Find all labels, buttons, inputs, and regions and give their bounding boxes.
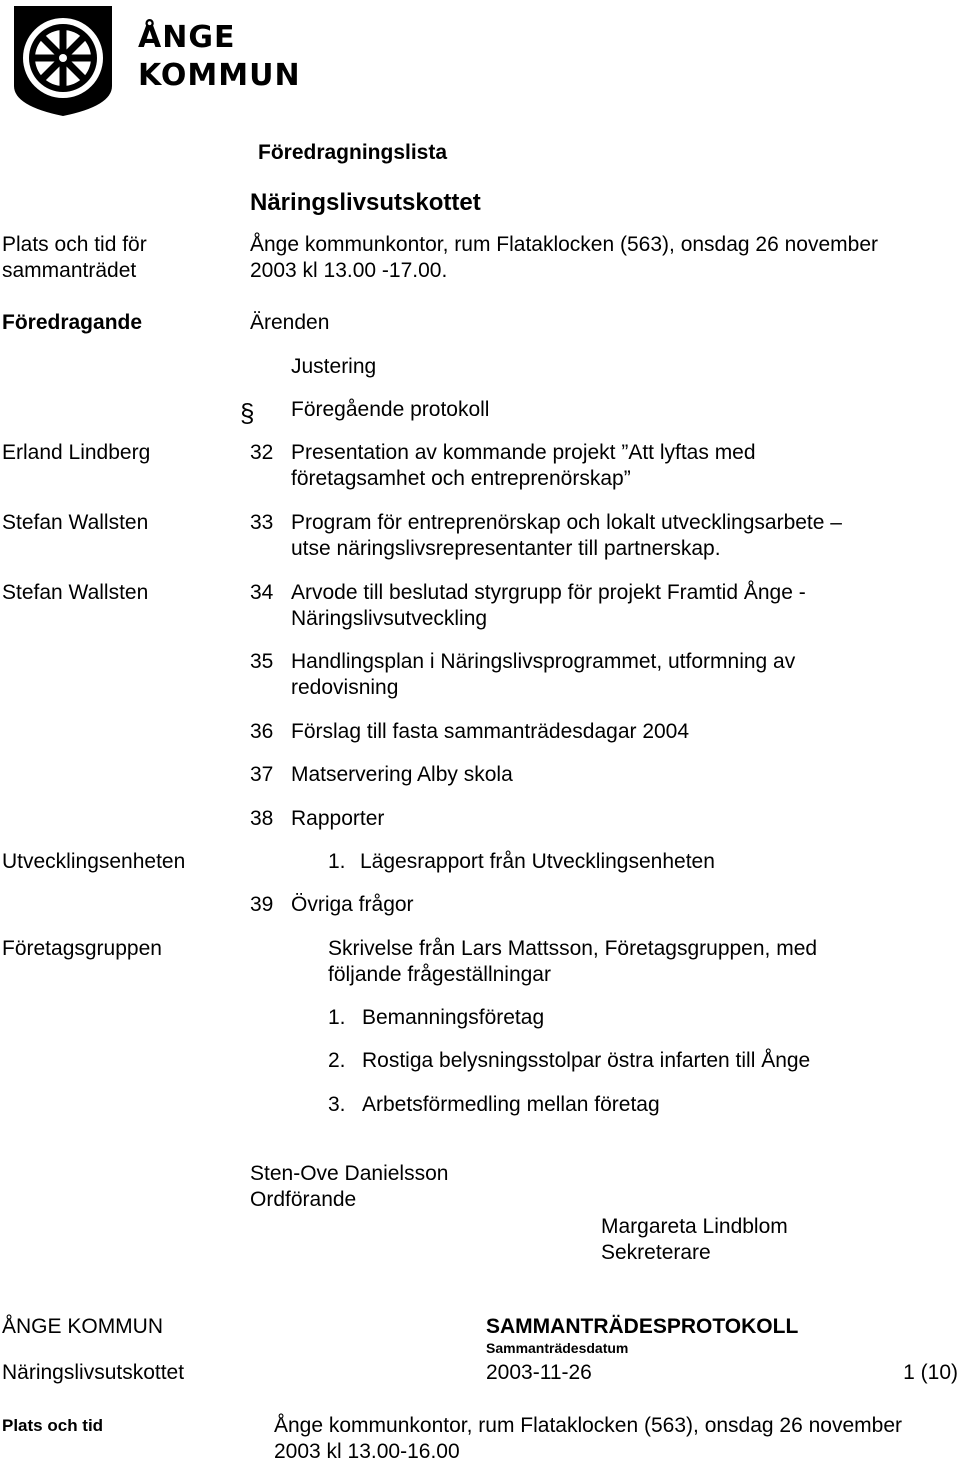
- item-number-34: 34: [250, 581, 274, 604]
- item-35-line2: redovisning: [291, 676, 399, 699]
- chair-name: Sten-Ove Danielsson: [250, 1162, 449, 1185]
- item-number-37: 37: [250, 763, 274, 786]
- logo-line-1: ÅNGE: [138, 20, 236, 55]
- report-number: 1.: [328, 850, 346, 873]
- section-sign-icon: [236, 398, 260, 428]
- item-number-33: 33: [250, 511, 274, 534]
- item-35-line1: Handlingsplan i Näringslivsprogrammet, utformning av: [291, 650, 796, 673]
- matters-column-header: Ärenden: [250, 311, 330, 334]
- logo-line-2: KOMMUN: [138, 58, 301, 93]
- footer-place-label: Plats och tid: [2, 1416, 104, 1435]
- question-number-3: 3.: [328, 1093, 346, 1116]
- presenter-other: Företagsgruppen: [2, 937, 162, 960]
- secretary-role: Sekreterare: [601, 1241, 711, 1264]
- item-number-36: 36: [250, 720, 274, 743]
- item-previous-minutes: Föregående protokoll: [291, 398, 490, 421]
- presenter-item-33: Stefan Wallsten: [2, 511, 149, 534]
- item-33-line1: Program för entreprenörskap och lokalt utvecklingsarbete –: [291, 511, 842, 534]
- footer-committee: Näringslivsutskottet: [2, 1361, 185, 1384]
- presenter-item-34: Stefan Wallsten: [2, 581, 149, 604]
- footer-org: ÅNGE KOMMUN: [2, 1315, 164, 1338]
- footer-place-line2: 2003 kl 13.00-16.00: [274, 1440, 460, 1463]
- wheel-emblem-icon: [8, 2, 118, 118]
- footer-page-number: 1 (10): [903, 1361, 958, 1384]
- item-number-32: 32: [250, 441, 274, 464]
- meeting-label-line1: Plats och tid för: [2, 233, 147, 256]
- item-37-text: Matservering Alby skola: [291, 763, 513, 786]
- item-36-text: Förslag till fasta sammanträdesdagar 2004: [291, 720, 690, 743]
- item-justering: Justering: [291, 355, 377, 378]
- document-title: Föredragningslista: [258, 141, 448, 164]
- item-33-line2: utse näringslivsrepresentanter till partnerskap.: [291, 537, 721, 560]
- other-intro-line2: följande frågeställningar: [328, 963, 551, 986]
- item-34-line2: Näringslivsutveckling: [291, 607, 488, 630]
- item-39-title: Övriga frågor: [291, 893, 414, 916]
- report-text: Lägesrapport från Utvecklingsenheten: [360, 850, 715, 873]
- footer-protocol-title: SAMMANTRÄDESPROTOKOLL: [486, 1315, 799, 1338]
- meeting-value-line1: Ånge kommunkontor, rum Flataklocken (563), onsdag 26 november: [250, 233, 879, 256]
- footer-place-line1: Ånge kommunkontor, rum Flataklocken (563), onsdag 26 november: [274, 1414, 903, 1437]
- item-number-38: 38: [250, 807, 274, 830]
- item-number-39: 39: [250, 893, 274, 916]
- question-text-3: Arbetsförmedling mellan företag: [362, 1093, 660, 1116]
- footer-date: 2003-11-26: [486, 1361, 592, 1384]
- committee-title: Näringslivsutskottet: [250, 189, 481, 216]
- presenter-report: Utvecklingsenheten: [2, 850, 186, 873]
- question-text-1: Bemanningsföretag: [362, 1006, 545, 1029]
- meeting-value-line2: 2003 kl 13.00 -17.00.: [250, 259, 448, 282]
- item-32-line1: Presentation av kommande projekt ”Att lyftas med: [291, 441, 756, 464]
- presenter-column-header: Föredragande: [2, 311, 143, 334]
- meeting-label-line2: sammanträdet: [2, 259, 137, 282]
- item-32-line2: företagsamhet och entreprenörskap”: [291, 467, 631, 490]
- item-34-line1: Arvode till beslutad styrgrupp för projekt Framtid Ånge -: [291, 581, 806, 604]
- presenter-item-32: Erland Lindberg: [2, 441, 151, 464]
- question-number-2: 2.: [328, 1049, 346, 1072]
- chair-role: Ordförande: [250, 1188, 357, 1211]
- question-text-2: Rostiga belysningsstolpar östra infarten till Ånge: [362, 1049, 811, 1072]
- item-number-35: 35: [250, 650, 274, 673]
- other-intro-line1: Skrivelse från Lars Mattsson, Företagsgruppen, med: [328, 937, 818, 960]
- svg-text:§: §: [240, 398, 255, 428]
- footer-date-label: Sammanträdesdatum: [486, 1340, 629, 1356]
- item-38-text: Rapporter: [291, 807, 385, 830]
- question-number-1: 1.: [328, 1006, 346, 1029]
- secretary-name: Margareta Lindblom: [601, 1215, 788, 1238]
